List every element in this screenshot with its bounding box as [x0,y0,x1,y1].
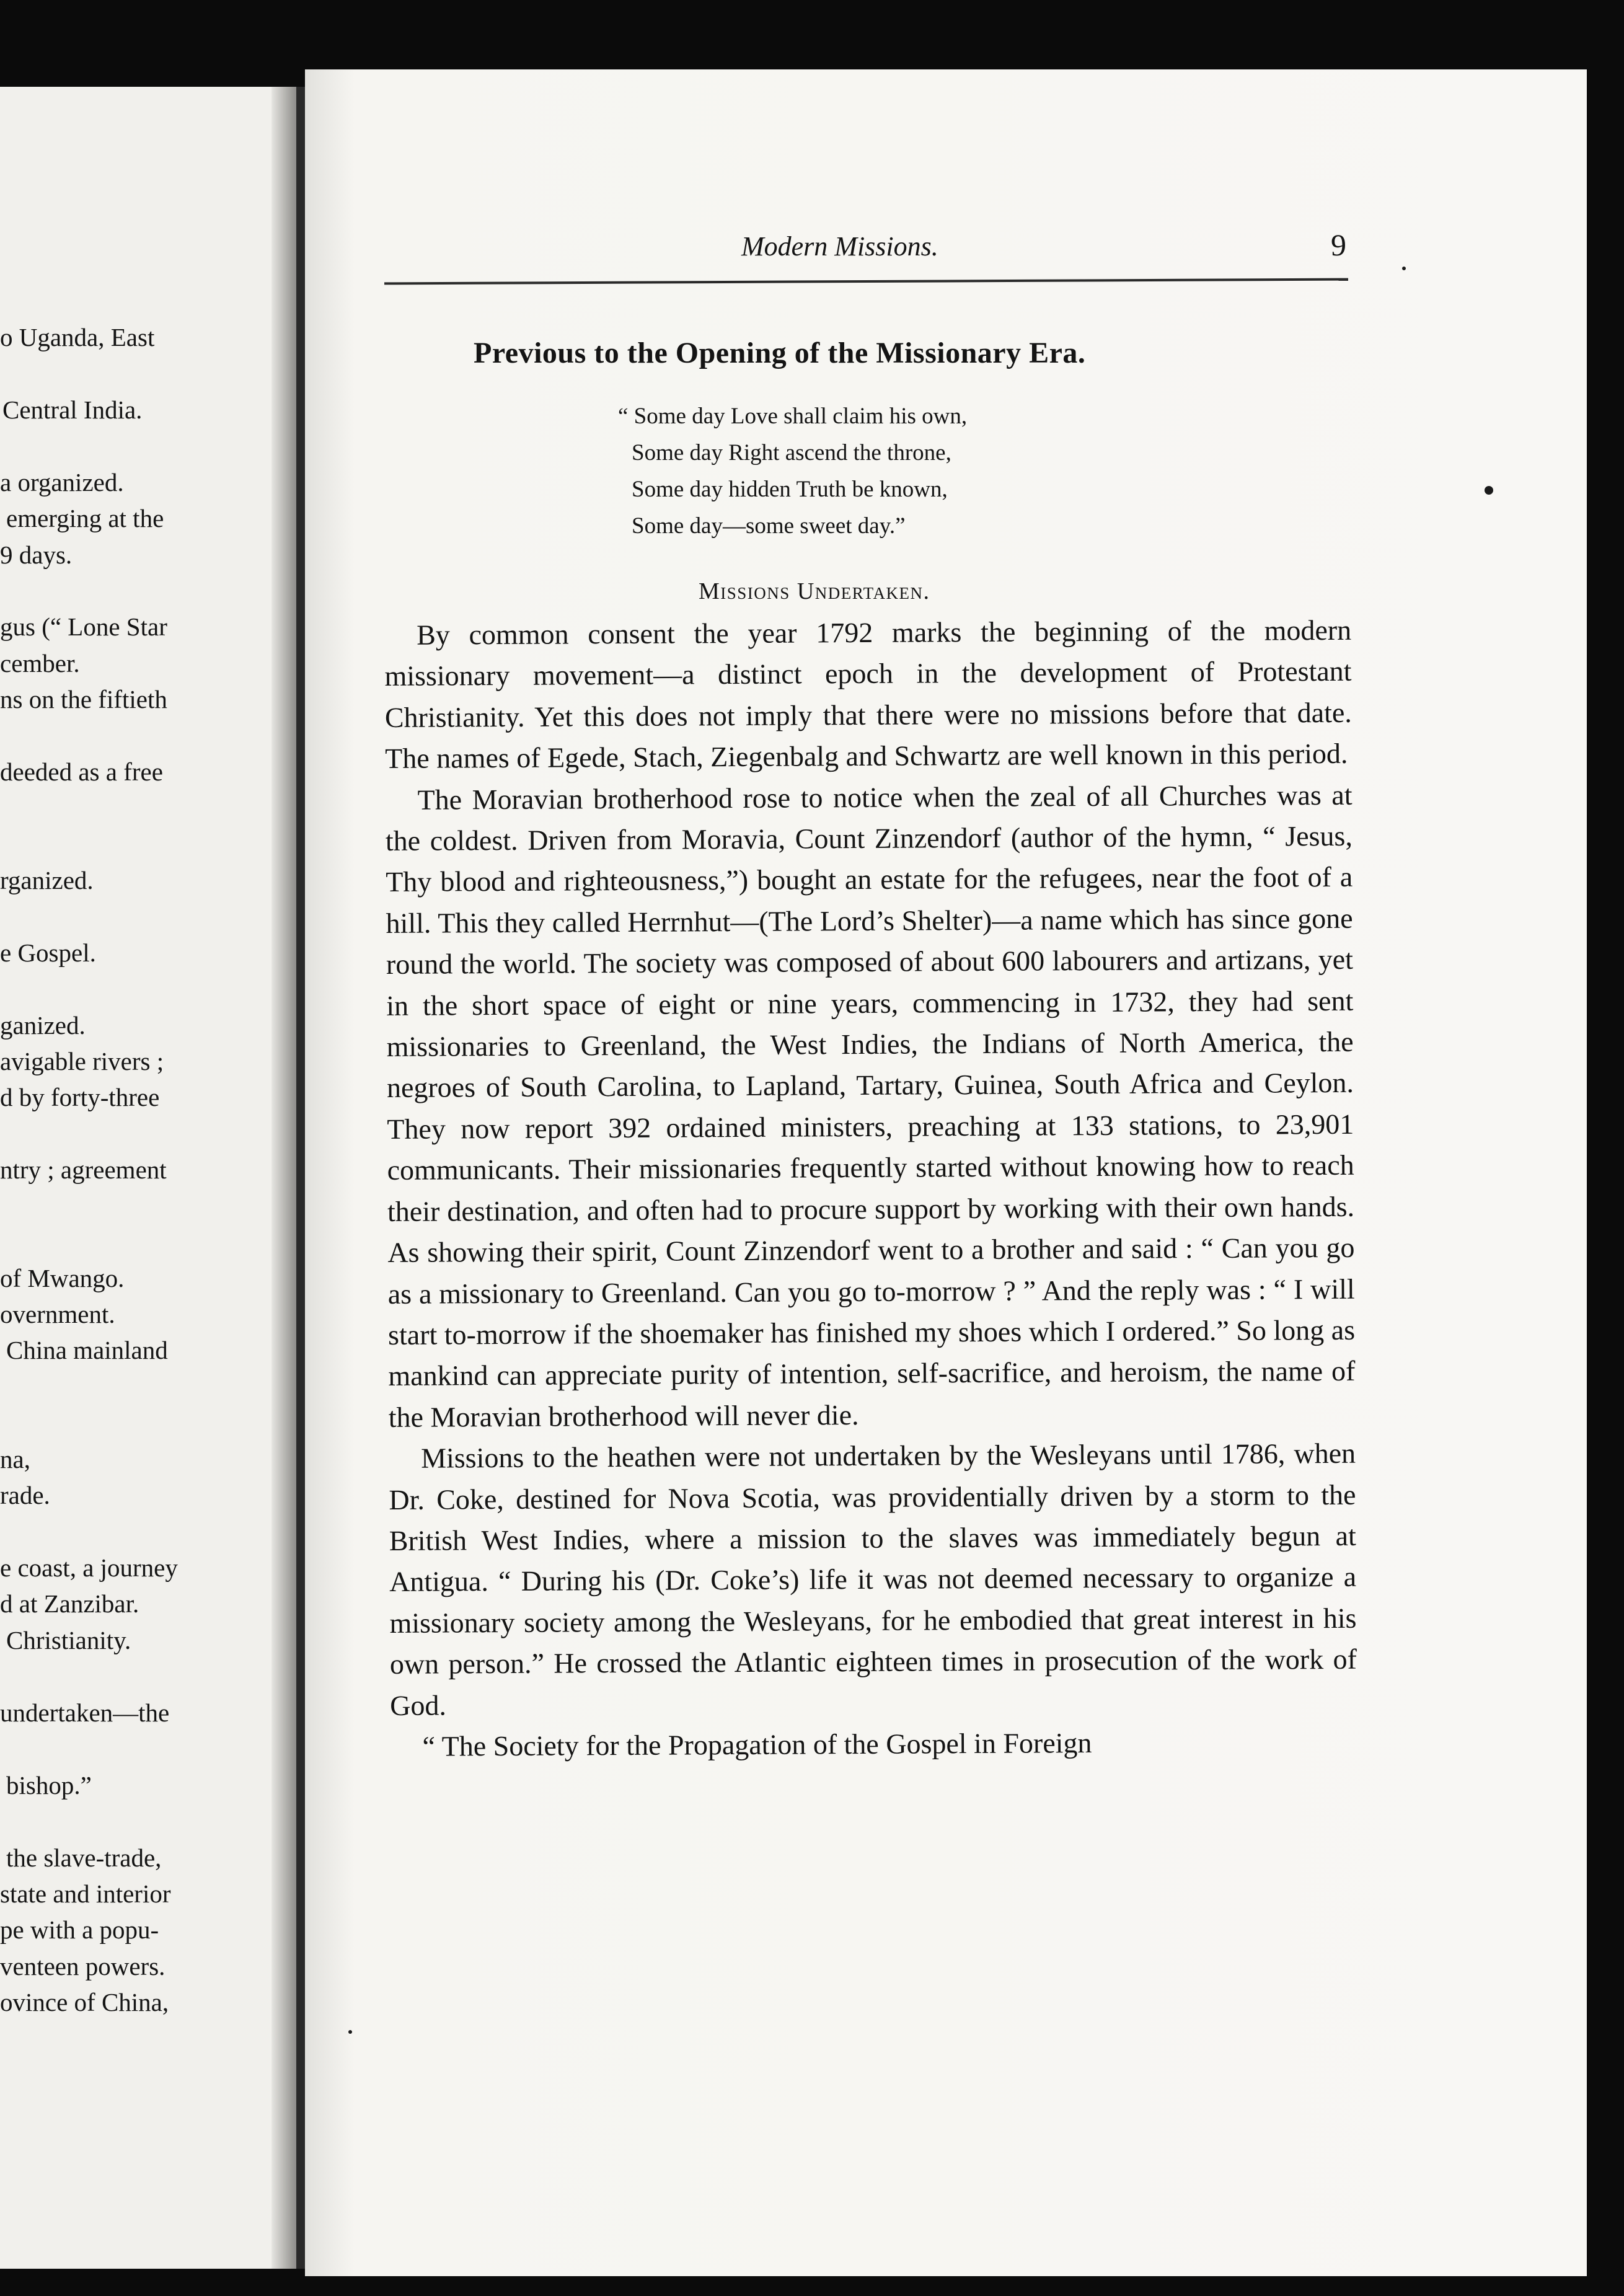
left-page-line: ntry ; agreement [0,1155,167,1184]
left-page-line: venteen powers. [0,1952,165,1980]
left-page-line: emerging at the [6,504,164,532]
poem-line: Some day hidden Truth be known, [632,477,948,502]
left-page-line: d at Zanzibar. [0,1589,139,1618]
left-page-line: e Gospel. [0,938,96,967]
section-title: Previous to the Opening of the Missionary Era. [474,337,1086,369]
book-spine [296,87,305,2269]
left-page-line: 9 days. [0,541,73,569]
left-page-line: gus (“ Lone Star [0,612,167,641]
left-page-line: of Mwango. [0,1264,125,1292]
ink-speck [1485,486,1493,495]
page-number: 9 [1331,227,1346,262]
subheading: Missions Undertaken. [699,578,930,604]
header-rule [384,278,1348,285]
left-page-line: e coast, a journey [0,1553,178,1582]
body-text [384,610,1357,1768]
left-page-line: the slave-trade, [6,1843,162,1872]
left-page-line: ganized. [0,1011,86,1040]
paragraph: The Moravian brotherhood rose to notice when the zeal of all Churches was at the coldest. Driven from Moravia, Count Zinzendorf (author of the hymn, “ Jesus, Thy blood and righteousness,”) bought an estate for the refugees, near the foot of a hill. This they called Herrnhut—(The Lord’s Shelter)—a name which has since gone round the world. The society was composed of about 600 labourers and artizans, yet in the short space of eight or nine years, commencing in 1732, they had sent missionaries to Greenland, the West Indies, the Indians of North America, the negroes of South Carolina, to Lapland, Tartary, Guinea, South Africa and Ceylon. They now report 392 ordained ministers, preaching at 133 stations, to 23,901 communicants. Their missionaries frequently started without knowing how to reach their destination, and often had to procure support by working with their own hands. As showing their spirit, Count Zinzendorf went to a brother and said : “ Can you go as a missionary to Greenland. Can you go to-morrow ? ” And the reply was : “ I will start to-morrow if the shoemaker has finished my shoes which I ordered.” So long as mankind can appreciate purity of intention, self-sacrifice, and heroism, the name of the Moravian brotherhood will never die. [385,779,1356,1433]
poem-line: “ Some day Love shall claim his own, [618,404,968,429]
left-page-line: Central India. [2,395,143,424]
left-page-line: na, [0,1445,30,1473]
left-page-line: rganized. [0,866,94,894]
paragraph: “ The Society for the Propagation of the Gospel in Foreign [422,1727,1092,1762]
left-page-line: ovince of China, [0,1988,169,2016]
left-page-line: state and interior [0,1879,171,1908]
left-page-line: undertaken—the [0,1698,170,1727]
right-page [305,69,1587,2276]
left-page-line: overnment. [0,1300,115,1328]
left-page-line: rade. [0,1481,50,1509]
left-page-line: cember. [0,649,80,678]
left-page-line: d by forty-three [0,1083,160,1111]
left-page-line: a organized. [0,468,124,497]
page-header [305,227,1353,268]
ink-speck [1402,267,1406,270]
paragraph: By common consent the year 1792 marks the beginning of the modern missionary movement—a distinct epoch in the development of Protestant Christianity. Yet this does not imply that there were no missions before that date. The names of Egede, Stach, Ziegenbalg and Schwartz are well known in this period. [384,614,1352,775]
ink-speck [348,2030,352,2034]
left-page-line: o Uganda, East [0,323,155,351]
paragraph: Missions to the heathen were not undertaken by the Wesleyans until 1786, when Dr. Coke, destined for Nova Scotia, was providentially driven by a storm to the British West Indies, where a mission to the slaves was immediately begun at Antigua. “ During his (Dr. Coke’s) life it was not deemed necessary to organize a missionary society among the Wesleyans, for he embodied that great interest in his own person.” He crossed the Atlantic eighteen times in prosecution of the work of God. [389,1437,1357,1721]
left-page-line: avigable rivers ; [0,1047,164,1075]
left-page-line: ns on the fiftieth [0,685,167,713]
book-gutter-shadow [271,87,296,2269]
running-title: Modern Missions. [741,231,938,262]
left-page-line: deeded as a free [0,757,163,786]
poem-line: Some day—some sweet day.” [632,513,906,539]
left-page-fragment [0,87,296,2269]
poem-line: Some day Right ascend the throne, [632,440,951,466]
left-page-line: China mainland [6,1336,168,1364]
left-page-line: pe with a popu- [0,1915,159,1944]
left-page-line: Christianity. [6,1626,131,1654]
left-page-line: bishop.” [6,1771,92,1799]
epigraph-poem [618,398,967,544]
